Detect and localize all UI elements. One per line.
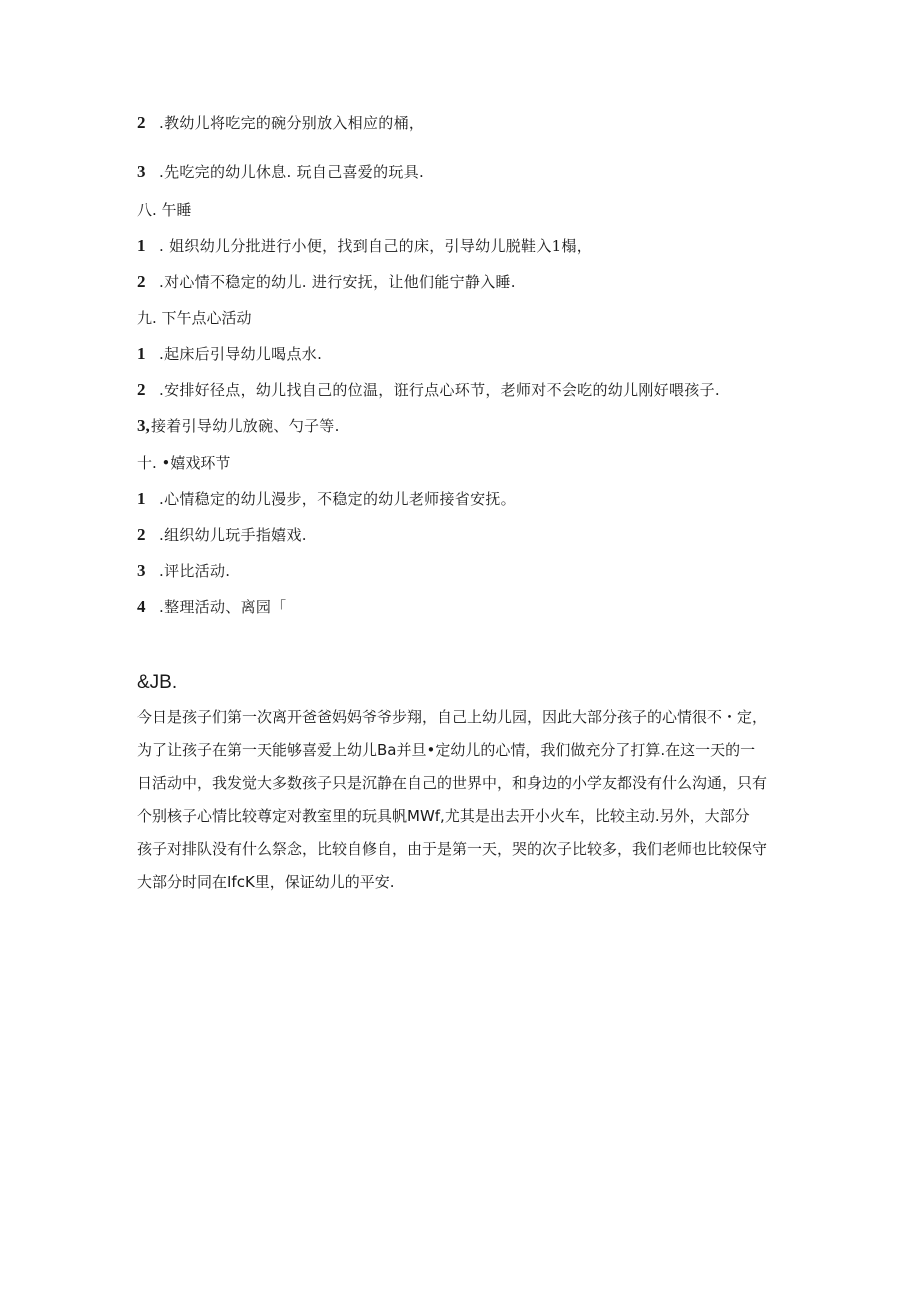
item-number: 1 xyxy=(137,489,146,508)
reflection-title: &JB. xyxy=(137,672,178,693)
item-text: .评比活动. xyxy=(159,562,231,580)
item-number: 2 xyxy=(137,525,146,544)
item-text: .整理活动、离园「 xyxy=(159,598,287,616)
section-heading: 九. 下午点心活动 xyxy=(137,309,252,327)
reflection-line: 个别核子心情比较尊定对教室里的玩具帆MWf,尤其是出去开小火车，比较主动.另外，大部分 xyxy=(137,807,750,825)
item-number: 4 xyxy=(137,597,146,616)
list-item xyxy=(137,597,286,617)
item-text: .教幼儿将吃完的碗分别放入相应的桶， xyxy=(159,114,425,132)
reflection-line: 为了让孩子在第一天能够喜爱上幼儿Ba并旦•定幼儿的心情，我们做充分了打算.在这一天的一 xyxy=(137,741,756,759)
list-item xyxy=(137,113,424,133)
item-text: . 姐织幼儿分批进行小便，找到自己的床，引导幼儿脱鞋入1榻， xyxy=(159,237,593,255)
reflection-line: 日活动中，我发觉大多数孩子只是沉静在自己的世界中，和身边的小学友都没有什么沟通，只有 xyxy=(137,774,768,792)
item-text: .组织幼儿玩手指嬉戏. xyxy=(159,526,307,544)
list-item xyxy=(137,525,307,545)
list-item xyxy=(137,561,230,581)
item-text: .心情稳定的幼儿漫步，不稳定的幼儿老师接省安抚。 xyxy=(159,490,516,508)
list-item xyxy=(137,380,720,400)
item-number: 3 xyxy=(137,162,146,181)
list-item xyxy=(137,416,340,436)
list-item xyxy=(137,344,322,364)
item-number: 2 xyxy=(137,113,146,132)
item-number: 3, xyxy=(137,416,150,435)
item-number: 2 xyxy=(137,272,146,291)
item-text: .起床后引导幼儿喝点水. xyxy=(159,345,323,363)
item-text: .对心情不稳定的幼儿. 进行安抚，让他们能宁静入睡. xyxy=(159,273,516,291)
item-number: 3 xyxy=(137,561,146,580)
list-item xyxy=(137,272,516,292)
list-item xyxy=(137,162,424,182)
item-number: 2 xyxy=(137,380,146,399)
reflection-line: 大部分时同在IfcK里，保证幼儿的平安. xyxy=(137,873,395,891)
list-item xyxy=(137,236,592,256)
reflection-line: 孩子对排队没有什么祭念，比较自修自，由于是第一天，哭的次子比较多，我们老师也比较保守 xyxy=(137,840,768,858)
reflection-line: 今日是孩子们第一次离开爸爸妈妈爷爷步翔，自己上幼儿园，因此大部分孩子的心情很不・定， xyxy=(137,708,768,726)
list-item xyxy=(137,489,516,509)
item-text: .安排好径点，幼儿找自己的位温，诳行点心环节，老师对不会吃的幼儿刚好喂孩子. xyxy=(159,381,720,399)
section-heading: 十. •嬉戏环节 xyxy=(137,454,231,472)
item-text: .先吃完的幼儿休息. 玩自己喜爱的玩具. xyxy=(159,163,425,181)
item-number: 1 xyxy=(137,344,146,363)
item-number: 1 xyxy=(137,236,146,255)
item-text: 接着引导幼儿放碗、勺子等. xyxy=(151,417,340,435)
section-heading: 八. 午睡 xyxy=(137,201,192,219)
